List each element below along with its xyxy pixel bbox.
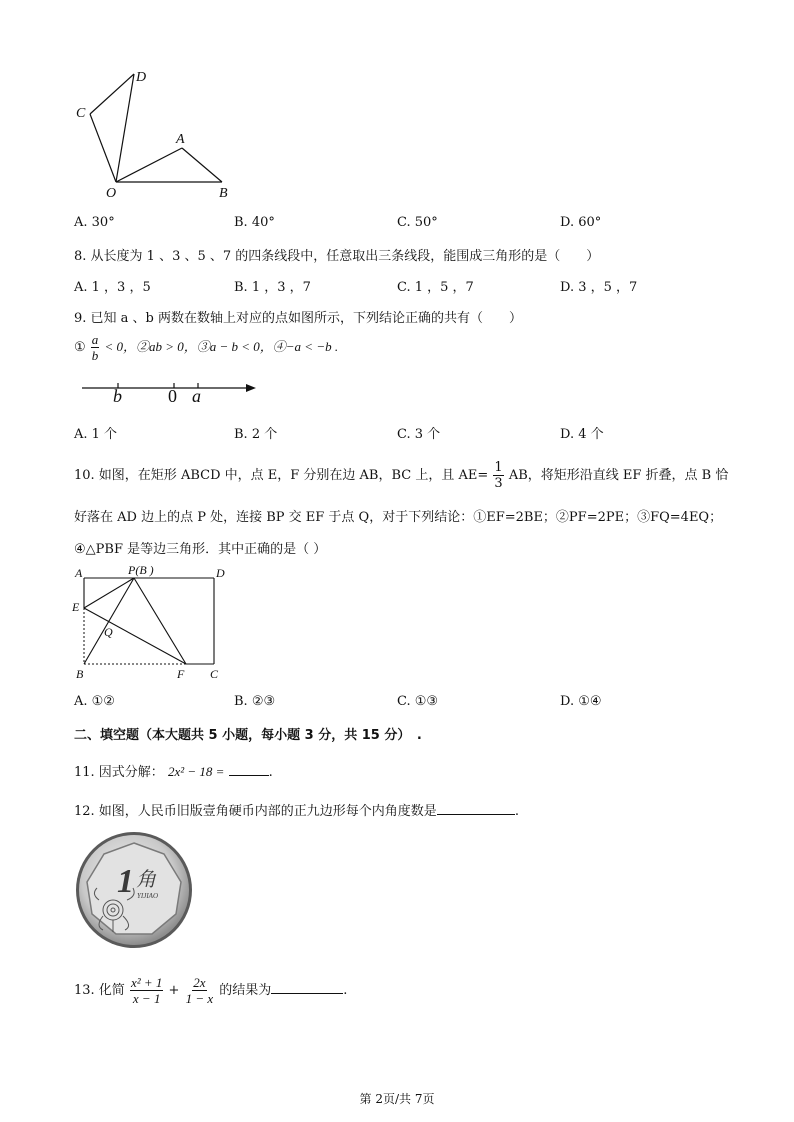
q9-c1-prefix: ①	[74, 340, 86, 355]
q13-fraction-2	[185, 976, 215, 1005]
q12-answer-blank[interactable]	[437, 802, 515, 815]
segment-od	[116, 74, 134, 182]
q7-option-b[interactable]: B. 40°	[234, 215, 275, 230]
q11	[74, 761, 273, 780]
fig10-label-b: B	[76, 667, 84, 681]
segment-bp	[84, 578, 134, 664]
label-b: B	[219, 186, 228, 201]
q8-option-a[interactable]: A. 1 ，3 ，5	[74, 280, 151, 295]
q11-pre: 11. 因式分解：	[74, 765, 164, 780]
rectangle-fold-figure	[74, 568, 234, 683]
label-c: C	[76, 106, 86, 121]
q13-post1: 的结果为	[219, 983, 272, 998]
section-heading: 二、填空题（本大题共 5 小题，每小题 3 分，共 15 分） .	[74, 728, 422, 743]
fig10-label-d: D	[216, 566, 225, 580]
label-o: O	[106, 186, 117, 201]
q13-fraction-1	[130, 976, 163, 1005]
q10-line2: 好落在 AD 边上的点 P 处，连接 BP 交 EF 于点 Q，对于下列结论：①EF=2BE；②PF=2PE；③FQ=4EQ；	[74, 510, 723, 525]
q10-option-d[interactable]: D. ①④	[560, 694, 602, 709]
q13-plus: +	[168, 983, 180, 998]
coin-pinyin: YIJIAO	[137, 892, 158, 900]
angle-figure	[70, 68, 240, 203]
fig10-label-q: Q	[104, 625, 113, 639]
segment-pf	[134, 578, 186, 664]
q8-option-b[interactable]: B. 1 ，3 ，7	[234, 280, 311, 295]
page-footer: 第 2页/共 7页	[359, 1092, 435, 1106]
segment-ab	[182, 148, 222, 182]
q13-f2-num: 2x	[193, 975, 206, 990]
fig10-label-f: F	[177, 667, 185, 681]
q13-pre: 13. 化简	[74, 983, 125, 998]
fig10-label-c: C	[210, 667, 219, 681]
label-a: A	[176, 132, 185, 147]
q12-post: .	[514, 804, 519, 819]
q11-post: .	[268, 765, 273, 780]
q9-option-d[interactable]: D. 4 个	[560, 427, 604, 442]
q9-c-rest: < 0，②ab > 0，③a − b < 0，④−a < −b .	[104, 339, 339, 354]
q10-line3: ④△PBF 是等边三角形．其中正确的是（ ）	[74, 542, 327, 557]
fig10-label-p: P(B )	[128, 563, 154, 577]
q13-f1-num: x² + 1	[130, 975, 163, 990]
fold-line-ef	[84, 608, 186, 664]
q10-line1-pre: 10. 如图，在矩形 ABCD 中，点 E，F 分别在边 AB，BC 上，且 AE=	[74, 468, 489, 483]
fig10-label-a: A	[75, 566, 83, 580]
segment-oc	[90, 114, 116, 182]
q9-option-c[interactable]: C. 3 个	[397, 427, 441, 442]
q9-stem: 9. 已知 a 、b 两数在数轴上对应的点如图所示，下列结论正确的共有（ ）	[74, 311, 523, 326]
q10-line1-post: AB，将矩形沿直线 EF 折叠，点 B 恰	[508, 468, 729, 483]
q12-text: 12. 如图，人民币旧版壹角硬币内部的正九边形每个内角度数是	[74, 804, 437, 819]
q13-f2-den: 1 − x	[185, 991, 214, 1006]
q10-option-a[interactable]: A. ①②	[74, 694, 115, 709]
q12	[74, 800, 519, 819]
label-d: D	[136, 70, 147, 85]
q8-option-c[interactable]: C. 1 ，5 ，7	[397, 280, 474, 295]
q9-conclusions	[74, 333, 338, 362]
q9-fraction	[91, 333, 100, 362]
q10-line1	[74, 461, 728, 490]
q9-frac-den: b	[91, 348, 99, 363]
q13-answer-blank[interactable]	[271, 981, 343, 994]
q11-answer-blank[interactable]	[229, 763, 269, 776]
segment-oa	[116, 148, 182, 182]
q10-option-c[interactable]: C. ①③	[397, 694, 439, 709]
q7-option-c[interactable]: C. 50°	[397, 215, 438, 230]
q10-fraction	[493, 461, 503, 490]
numberline-label-b: b	[113, 386, 122, 406]
fig10-label-e: E	[72, 600, 80, 614]
q10-frac-den: 3	[494, 476, 503, 491]
q10-frac-num: 1	[494, 460, 503, 475]
q10-option-b[interactable]: B. ②③	[234, 694, 276, 709]
q9-frac-num: a	[91, 332, 99, 347]
segment-ep	[84, 578, 134, 608]
q7-option-a[interactable]: A. 30°	[74, 215, 115, 230]
coin-char: 角	[136, 869, 156, 891]
q13-f1-den: x − 1	[132, 991, 161, 1006]
numberline-label-zero: 0	[168, 386, 177, 406]
q7-option-d[interactable]: D. 60°	[560, 215, 602, 230]
numberline-label-a: a	[192, 386, 201, 406]
q13	[74, 976, 347, 1005]
q11-expr: 2x² − 18 =	[167, 764, 225, 779]
q8-option-d[interactable]: D. 3 ，5 ，7	[560, 280, 638, 295]
q9-option-b[interactable]: B. 2 个	[234, 427, 278, 442]
q9-option-a[interactable]: A. 1 个	[74, 427, 118, 442]
q13-post2: .	[343, 983, 348, 998]
coin-numeral: 1	[117, 863, 134, 900]
coin-image	[73, 830, 195, 950]
segment-cd	[90, 74, 134, 114]
q8-stem: 8. 从长度为 1 、3 、5 、7 的四条线段中，任意取出三条线段，能围成三角形的是（ ）	[74, 249, 600, 264]
